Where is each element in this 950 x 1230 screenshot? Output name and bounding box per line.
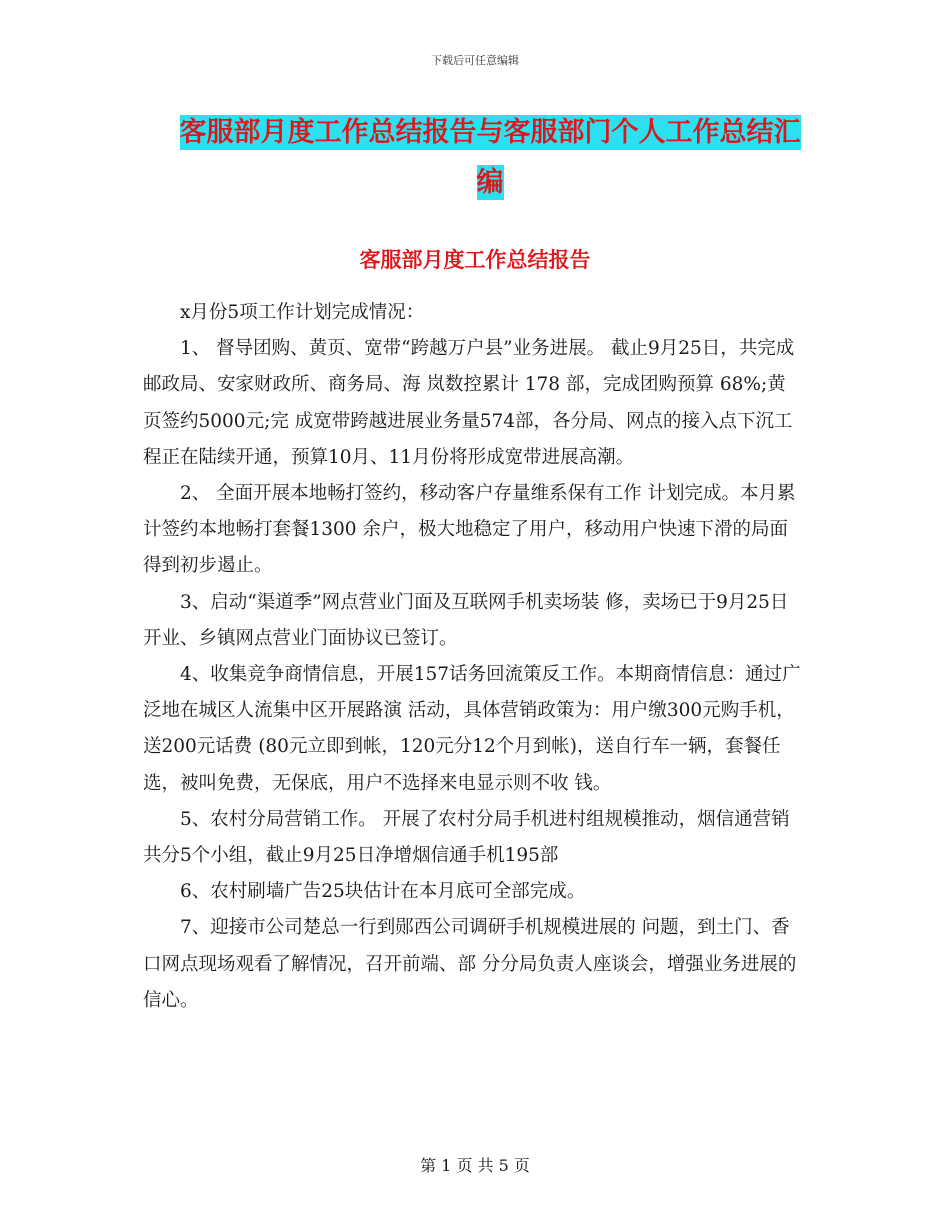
- paragraph-intro: x月份5项工作计划完成情况：: [180, 302, 425, 323]
- paragraph-item-2: 2、 全面开展本地畅打签约，移动客户存量维系保有工作 计划完成。本月累计签约本地畅打套餐1300 余户，极大地稳定了用户，移动用户快速下滑的局面得到初步遏止。: [143, 483, 796, 577]
- document-title-line-2: 编: [476, 167, 504, 198]
- paragraph-item-7: 7、迎接市公司楚总一行到郧西公司调研手机规模进展的 问题，到土门、香口网点现场观看了解情况，召开前端、部 分分局负责人座谈会，增强业务进展的信心。: [143, 917, 797, 1011]
- document-title-line-1: 客服部月度工作总结报告与客服部门个人工作总结汇: [179, 117, 801, 148]
- paragraph-item-6: 6、农村刷墙广告25块估计在本月底可全部完成。: [180, 881, 586, 903]
- document-title: [150, 108, 830, 208]
- paragraph-item-3: 3、启动“渠道季”网点营业门面及互联网手机卖场装 修，卖场已于9月25日开业、乡镇网点营业门面协议已签订。: [143, 591, 789, 649]
- paragraph-item-1: 1、 督导团购、黄页、宽带“跨越万户县”业务进展。 截止9月25日，共完成邮政局、安家财政所、商务局、海 岚数控累计 178 部，完成团购预算 68%;黄页签约5000元;完 成宽带跨越进展业务量574部，各分局、网点的接入点下沉工程正在陆续开通，预算10月、11月份将形成宽带进展高潮。: [143, 338, 795, 468]
- header-note: 下载后可任意编辑: [431, 54, 519, 67]
- section-title: 客服部月度工作总结报告: [359, 247, 591, 272]
- body-text: [143, 295, 803, 1019]
- paragraph-item-4: 4、收集竞争商情信息，开展157话务回流策反工作。本期商情信息：通过广泛地在城区人流集中区开展路演 活动，具体营销政策为：用户缴300元购手机，送200元话费 (80元立即到帐，120元分12个月到帐)，送自行车一辆，套餐任选，被叫免费，无保底，用户不选择来电显示则不收 钱。: [143, 664, 801, 794]
- page-footer: 第 1 页 共 5 页: [420, 1156, 530, 1175]
- paragraph-item-5: 5、农村分局营销工作。 开展了农村分局手机进村组规模推动，烟信通营销共分5个小组，截止9月25日净增烟信通手机195部: [143, 808, 790, 867]
